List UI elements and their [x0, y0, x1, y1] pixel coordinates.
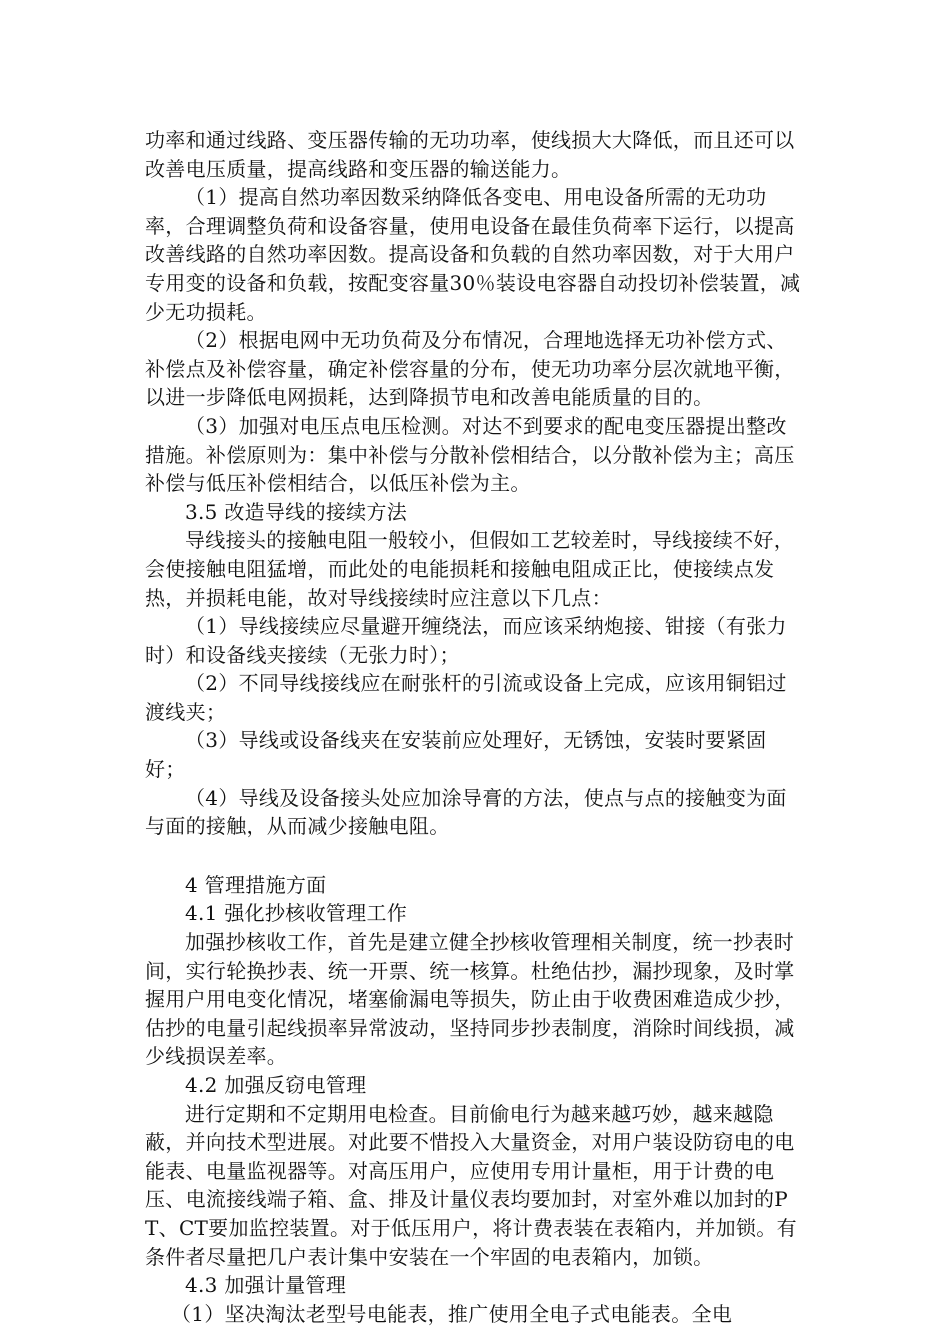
- paragraph-4-1: 加强抄核收工作，首先是建立健全抄核收管理相关制度，统一抄表时间，实行轮换抄表、统一开票、统一核算。杜绝估抄，漏抄现象，及时掌握用户用电变化情况，堵塞偷漏电等损失，防止由于收费困难造成少抄，估抄的电量引起线损率异常波动，坚持同步抄表制度，消除时间线损，减少线损误差率。: [145, 930, 795, 1069]
- paragraph-4-2: 进行定期和不定期用电检查。目前偷电行为越来越巧妙，越来越隐蔽，并向技术型进展。对此要不惜投入大量资金，对用户装设防窃电的电能表、电量监视器等。对高压用户，应使用专用计量柜，用于计费的电压、电流接线端子箱、盒、排及计量仪表均要加封，对室外难以加封的PT、CT要加监控装置。对于低压用户，将计费表装在表箱内，并加锁。有条件者尽量把几户表计集中安装在一个牢固的电表箱内，加锁。: [145, 1101, 797, 1269]
- paragraph-intro: 功率和通过线路、变压器传输的无功功率，使线损大大降低，而且还可以改善电压质量，提高线路和变压器的输送能力。: [145, 128, 795, 181]
- section-heading-4-2: 4.2 加强反窃电管理: [185, 1073, 367, 1097]
- list-item-2: （2）根据电网中无功负荷及分布情况，合理地选择无功补偿方式、补偿点及补偿容量，确定补偿容量的分布，使无功功率分层次就地平衡，以进一步降低电网损耗，达到降损节电和改善电能质量的目的。: [145, 328, 795, 410]
- list-item-1: （1）提高自然功率因数采纳降低各变电、用电设备所需的无功功率，合理调整负荷和设备容量，使用电设备在最佳负荷率下运行，以提高改善线路的自然功率因数。提高设备和负载的自然功率因数，对于大用户专用变的设备和负载，按配变容量30％装设电容器自动投切补偿装置，减少无功损耗。: [145, 185, 801, 324]
- list-item-4-3-1: （1）坚决淘汰老型号电能表，推广使用全电子式电能表。全电: [171, 1301, 733, 1326]
- paragraph-3-5: 导线接头的接触电阻一般较小，但假如工艺较差时，导线接续不好，会使接触电阻猛增，而此处的电能损耗和接触电阻成正比，使接续点发热，并损耗电能，故对导线接续时应注意以下几点：: [145, 528, 794, 610]
- list-item-3-5-3: （3）导线或设备线夹在安装前应处理好，无锈蚀，安装时要紧固好；: [145, 728, 767, 782]
- list-item-3: （3）加强对电压点电压检测。对达不到要求的配电变压器提出整改措施。补偿原则为：集中补偿与分散补偿相结合，以分散补偿为主；高压补偿与低压补偿相结合，以低压补偿为主。: [145, 413, 795, 496]
- section-heading-4-1: 4.1 强化抄核收管理工作: [185, 901, 408, 926]
- document-body: [145, 126, 807, 1328]
- section-heading-4-3: 4.3 加强计量管理: [185, 1273, 347, 1298]
- list-item-3-5-1: （1）导线接续应尽量避开缠绕法，而应该采纳炮接、钳接（有张力时）和设备线夹接续（无张力时）；: [145, 614, 787, 667]
- list-item-3-5-4: （4）导线及设备接头处应加涂导膏的方法，使点与点的接触变为面与面的接触，从而减少接触电阻。: [145, 785, 787, 839]
- section-heading-4: 4 管理措施方面: [185, 872, 327, 897]
- section-gap: [145, 841, 807, 871]
- list-item-3-5-2: （2）不同导线接线应在耐张杆的引流或设备上完成，应该用铜铝过渡线夹；: [145, 671, 787, 724]
- section-heading-3-5: 3.5 改造导线的接续方法: [185, 499, 408, 524]
